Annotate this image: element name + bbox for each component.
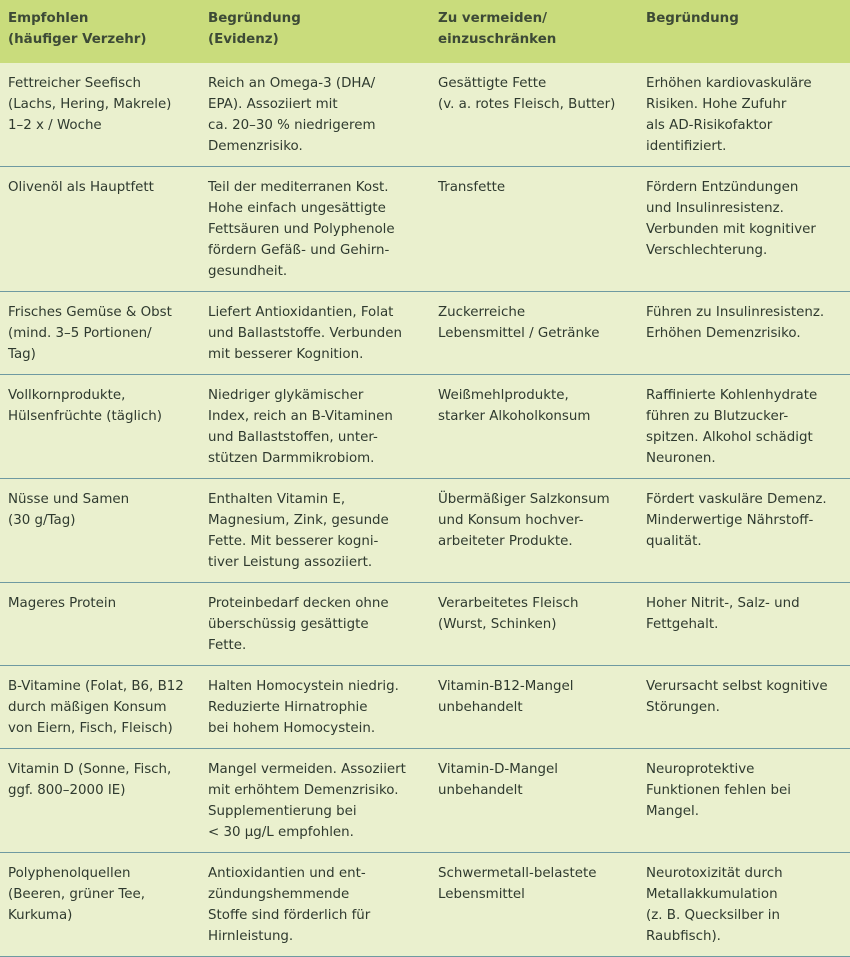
cell-reason-evidence: Liefert Antioxidantien, Folat und Ballaststoffe. Verbunden mit besserer Kognition. (200, 292, 430, 375)
header-reason-evidence: Begründung (Evidenz) (208, 11, 301, 47)
cell-reason: Neuroprotektive Funktionen fehlen bei Mangel. (638, 749, 850, 853)
cell-recommended: Vitamin D (Sonne, Fisch, ggf. 800–2000 IE) (0, 749, 200, 853)
cell-avoid: Verarbeitetes Fleisch (Wurst, Schinken) (430, 583, 638, 666)
header-row (0, 0, 850, 63)
cell-avoid: Übermäßiger Salzkonsum und Konsum hochver- arbeiteter Produkte. (430, 479, 638, 583)
cell-reason: Raffinierte Kohlenhydrate führen zu Blutzucker- spitzen. Alkohol schädigt Neuronen. (638, 375, 850, 479)
table-row (0, 583, 850, 666)
table-row (0, 666, 850, 749)
cell-reason: Verursacht selbst kognitive Störungen. (638, 666, 850, 749)
cell-reason-evidence: Mangel vermeiden. Assoziiert mit erhöhtem Demenzrisiko. Supplementierung bei < 30 µg/L empfohlen. (200, 749, 430, 853)
cell-avoid: Vitamin-B12-Mangel unbehandelt (430, 666, 638, 749)
table-row (0, 292, 850, 375)
cell-reason-evidence: Halten Homocystein niedrig. Reduzierte Hirnatrophie bei hohem Homocystein. (200, 666, 430, 749)
cell-reason: Erhöhen kardiovaskuläre Risiken. Hohe Zufuhr als AD-Risikofaktor identifiziert. (638, 63, 850, 167)
table-row (0, 853, 850, 957)
table-header (0, 0, 850, 63)
cell-reason-evidence: Reich an Omega-3 (DHA/ EPA). Assoziiert mit ca. 20–30 % niedrigerem Demenzrisiko. (200, 63, 430, 167)
cell-reason-evidence: Antioxidantien und ent- zündungshemmende Stoffe sind förderlich für Hirnleistung. (200, 853, 430, 957)
cell-reason: Führen zu Insulinresistenz. Erhöhen Demenzrisiko. (638, 292, 850, 375)
cell-reason: Fördern Entzündungen und Insulinresistenz. Verbunden mit kognitiver Verschlechterung. (638, 167, 850, 292)
table-row (0, 479, 850, 583)
header-recommended: Empfohlen (häufiger Verzehr) (8, 11, 147, 47)
cell-reason-evidence: Enthalten Vitamin E, Magnesium, Zink, gesunde Fette. Mit besserer kogni- tiver Leistung assoziiert. (200, 479, 430, 583)
cell-reason-evidence: Niedriger glykämischer Index, reich an B-Vitaminen und Ballaststoffen, unter- stützen Darmmikrobiom. (200, 375, 430, 479)
cell-recommended: Mageres Protein (0, 583, 200, 666)
header-avoid: Zu vermeiden/ einzuschränken (438, 11, 557, 47)
cell-recommended: Nüsse und Samen (30 g/Tag) (0, 479, 200, 583)
cell-recommended: Frisches Gemüse & Obst (mind. 3–5 Portionen/ Tag) (0, 292, 200, 375)
cell-recommended: Vollkornprodukte, Hülsenfrüchte (täglich) (0, 375, 200, 479)
cell-reason: Fördert vaskuläre Demenz. Minderwertige Nährstoff- qualität. (638, 479, 850, 583)
table-row (0, 63, 850, 167)
cell-reason-evidence: Teil der mediterranen Kost. Hohe einfach ungesättigte Fettsäuren und Polyphenole fördern Gefäß- und Gehirn- gesundheit. (200, 167, 430, 292)
cell-reason: Neurotoxizität durch Metallakkumulation (z. B. Quecksilber in Raubfisch). (638, 853, 850, 957)
cell-reason-evidence: Proteinbedarf decken ohne überschüssig gesättigte Fette. (200, 583, 430, 666)
table-row (0, 167, 850, 292)
cell-avoid: Gesättigte Fette (v. a. rotes Fleisch, Butter) (430, 63, 638, 167)
cell-avoid: Schwermetall-belastete Lebensmittel (430, 853, 638, 957)
cell-avoid: Weißmehlprodukte, starker Alkoholkonsum (430, 375, 638, 479)
table-row (0, 375, 850, 479)
cell-avoid: Vitamin-D-Mangel unbehandelt (430, 749, 638, 853)
cell-recommended: Polyphenolquellen (Beeren, grüner Tee, Kurkuma) (0, 853, 200, 957)
cell-reason: Hoher Nitrit-, Salz- und Fettgehalt. (638, 583, 850, 666)
cell-recommended: B-Vitamine (Folat, B6, B12 durch mäßigen Konsum von Eiern, Fisch, Fleisch) (0, 666, 200, 749)
table-body (0, 63, 850, 957)
cell-avoid: Transfette (430, 167, 638, 292)
cell-recommended: Olivenöl als Hauptfett (0, 167, 200, 292)
table-row (0, 749, 850, 853)
cell-avoid: Zuckerreiche Lebensmittel / Getränke (430, 292, 638, 375)
cell-recommended: Fettreicher Seefisch (Lachs, Hering, Makrele) 1–2 x / Woche (0, 63, 200, 167)
header-reason: Begründung (646, 11, 739, 26)
